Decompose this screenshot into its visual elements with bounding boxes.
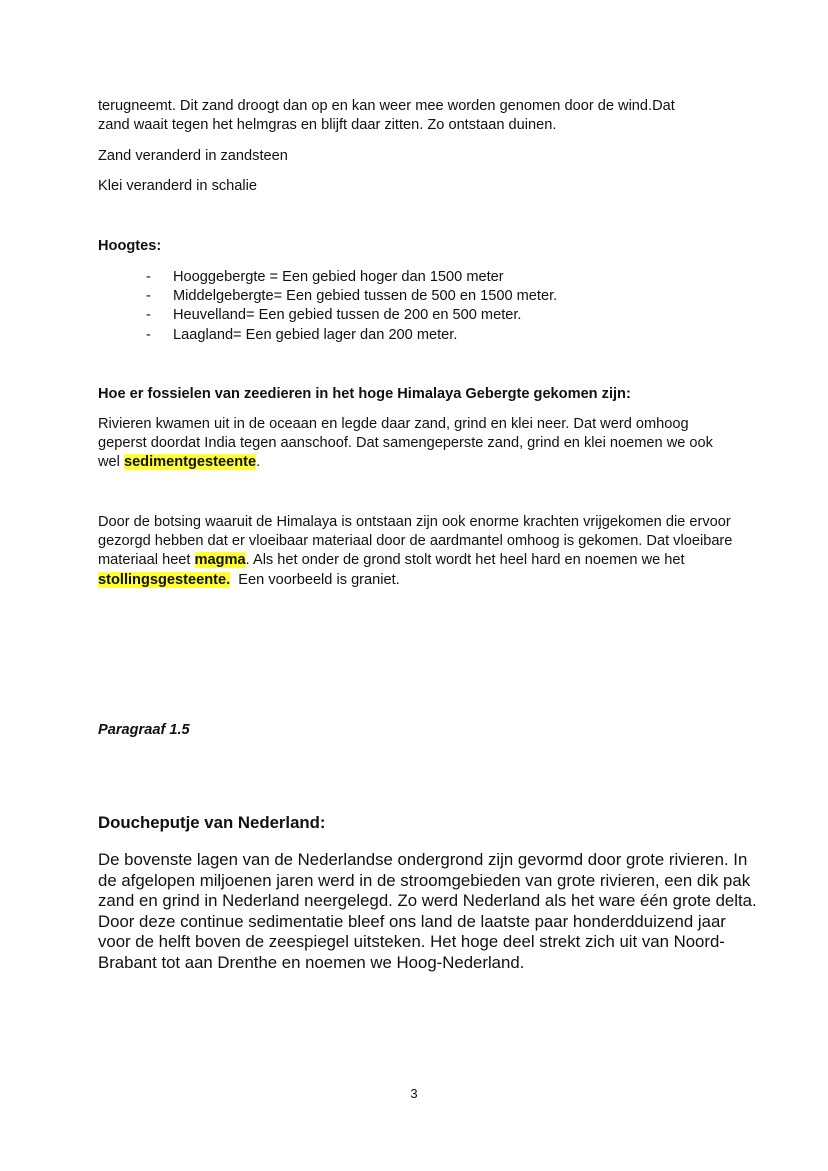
heights-heading: Hoogtes: xyxy=(98,238,162,254)
fossils-heading: Hoe er fossielen van zeedieren in het hoge Himalaya Gebergte gekomen zijn: xyxy=(98,386,631,402)
sand-statement: Zand veranderd in zandsteen xyxy=(98,148,288,164)
fossils-paragraph-1 xyxy=(98,415,728,473)
highlighted-term-stollingsgesteente: stollingsgesteente. xyxy=(98,571,231,588)
list-item xyxy=(146,306,557,325)
list-item-text: Hooggebergte = Een gebied hoger dan 1500 meter xyxy=(173,269,504,285)
intro-line-1: terugneemt. Dit zand droogt dan op en kan weer mee worden genomen door de wind.Dat xyxy=(98,98,675,114)
list-item xyxy=(146,268,557,287)
intro-paragraph xyxy=(98,97,738,135)
paragraph-text: . xyxy=(256,454,261,471)
fossils-paragraph-2 xyxy=(98,513,733,590)
dash-bullet-icon: - xyxy=(146,269,151,285)
paragraph-label: Paragraaf 1.5 xyxy=(98,722,190,738)
list-item xyxy=(146,287,557,306)
paragraph-text: Rivieren kwamen uit in de oceaan en legde daar zand, grind en klei neer. Dat werd omhoog geperst doordat India tegen aanschoof. Dat samengeperste zand, grind en klei noemen we ook wel xyxy=(98,416,713,471)
list-item-text: Middelgebergte= Een gebied tussen de 500 en 1500 meter. xyxy=(173,288,558,305)
dash-bullet-icon: - xyxy=(146,307,151,324)
list-item-text: Heuvelland= Een gebied tussen de 200 en 500 meter. xyxy=(173,307,522,324)
highlighted-term-magma: magma xyxy=(194,552,246,569)
paragraph-text: Door de botsing waaruit de Himalaya is ontstaan zijn ook enorme krachten vrijgekomen die ervoor gezorgd hebben dat er vloeibaar materiaal door de aardmantel omhoog is gekomen. Dat vloeibare materiaal heet xyxy=(98,514,733,569)
netherlands-paragraph: De bovenste lagen van de Nederlandse ondergrond zijn gevormd door grote rivieren. In de afgelopen miljoenen jaren werd in de stroomgebieden van grote rivieren, een dik pak zand en grind in Nederland neergelegd. Zo werd Nederland als het ware één grote delta. Door deze continue sedimentatie bleef ons land de laatste paar honderdduizend jaar voor de helft boven de zeespiegel uitsteken. Het hoge deel strekt zich uit van Noord-Brabant tot aan Drenthe en noemen we Hoog-Nederland. xyxy=(98,850,757,972)
dash-bullet-icon: - xyxy=(146,288,151,305)
highlighted-term-sedimentgesteente: sedimentgesteente xyxy=(123,454,257,471)
list-item-text: Laagland= Een gebied lager dan 200 meter. xyxy=(173,326,458,343)
page-number: 3 xyxy=(410,1086,418,1101)
paragraph-text: . Als het onder de grond stolt wordt het heel hard en noemen we het xyxy=(245,552,685,569)
intro-line-2: zand waait tegen het helmgras en blijft daar zitten. Zo ontstaan duinen. xyxy=(98,117,557,134)
netherlands-heading: Doucheputje van Nederland: xyxy=(98,813,326,832)
clay-statement: Klei veranderd in schalie xyxy=(98,178,257,194)
paragraph-text: Een voorbeeld is graniet. xyxy=(230,571,400,588)
list-item xyxy=(146,326,557,345)
heights-list xyxy=(146,268,557,345)
dash-bullet-icon: - xyxy=(146,326,151,343)
